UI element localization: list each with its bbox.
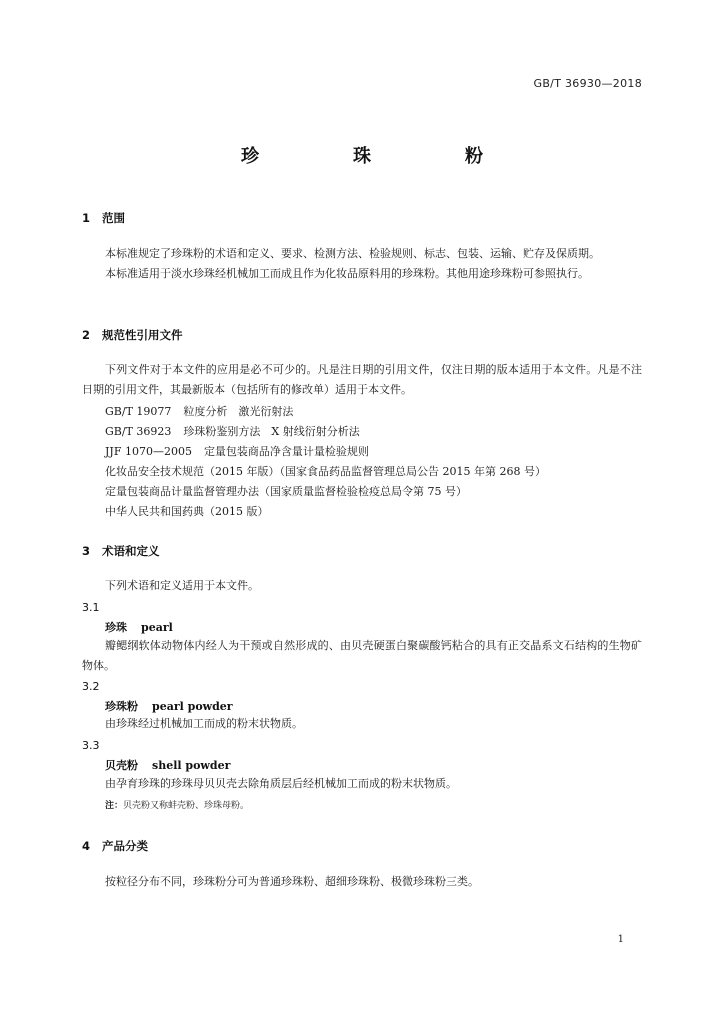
- reference-code: JJF 1070—2005: [105, 445, 192, 458]
- note-label: 注：: [105, 801, 124, 811]
- section-number: 4: [82, 839, 91, 853]
- term-name-en: pearl powder: [152, 700, 233, 713]
- reference-title: 珍珠粉鉴别方法 X 射线衍射分析法: [183, 425, 360, 438]
- section-title: 范围: [102, 211, 125, 225]
- term-name: [105, 698, 233, 714]
- reference-item: [105, 423, 360, 439]
- term-definition: 由孕育珍珠的珍珠母贝贝壳去除角质层后经机械加工而成的粉末状物质。: [105, 777, 457, 790]
- reference-title: 定量包装商品净含量计量检验规则: [203, 445, 369, 458]
- section-number: 1: [82, 211, 91, 225]
- reference-code: GB/T 36923: [105, 425, 172, 438]
- term-name-en: pearl: [141, 621, 173, 634]
- section-1-paragraph-1: 本标准规定了珍珠粉的术语和定义、要求、检测方法、检验规则、标志、包装、运输、贮存及保质期。: [105, 247, 600, 260]
- section-number: 3: [82, 544, 91, 558]
- reference-item: [105, 483, 467, 499]
- term-note: [105, 798, 249, 811]
- section-4-heading: [82, 838, 148, 854]
- section-3-heading: [82, 543, 160, 559]
- section-1-heading: [82, 210, 125, 226]
- term-name-zh: 珍珠粉: [105, 700, 138, 713]
- reference-code: GB/T 19077: [105, 405, 172, 418]
- page-number: 1: [617, 934, 624, 945]
- section-3-intro: 下列术语和定义适用于本文件。: [105, 579, 259, 592]
- section-title: 规范性引用文件: [102, 328, 183, 342]
- term-number: 3.1: [82, 601, 100, 614]
- note-text: 贝壳粉又称蚌壳粉、珍珠母粉。: [123, 801, 250, 811]
- term-name: [105, 619, 173, 635]
- reference-title: 粒度分析 激光衍射法: [183, 405, 294, 418]
- document-title: 珍 珠 粉: [241, 146, 521, 167]
- reference-title: 中华人民共和国药典（2015 版）: [105, 505, 269, 518]
- section-2-intro: 下列文件对于本文件的应用是必不可少的。凡是注日期的引用文件，仅注日期的版本适用于本文件。凡是不注日期的引用文件，其最新版本（包括所有的修改单）适用于本文件。: [82, 363, 642, 396]
- section-number: 2: [82, 328, 91, 342]
- term-definition: 由珍珠经过机械加工而成的粉末状物质。: [105, 717, 303, 730]
- standard-code: GB/T 36930—2018: [533, 77, 642, 90]
- section-title: 术语和定义: [102, 544, 160, 558]
- section-4-paragraph-1: 按粒径分布不同，珍珠粉分可为普通珍珠粉、超细珍珠粉、极微珍珠粉三类。: [105, 875, 479, 888]
- section-1-paragraph-2: 本标准适用于淡水珍珠经机械加工而成且作为化妆品原料用的珍珠粉。其他用途珍珠粉可参照执行。: [105, 267, 589, 280]
- reference-item: [105, 443, 369, 459]
- term-name-en: shell powder: [152, 759, 231, 772]
- term-number: 3.2: [82, 680, 100, 693]
- term-definition: 瓣鳃纲软体动物体内经人为干预或自然形成的、由贝壳硬蛋白聚碳酸钙粘合的具有正交晶系文石结构的生物矿物体。: [82, 639, 642, 672]
- reference-title: 定量包装商品计量监督管理办法（国家质量监督检验检疫总局令第 75 号）: [105, 485, 467, 498]
- term-name: [105, 757, 230, 773]
- term-name-zh: 珍珠: [105, 621, 127, 634]
- term-number: 3.3: [82, 739, 100, 752]
- reference-item: [105, 503, 269, 519]
- section-2-heading: [82, 327, 183, 343]
- reference-item: [105, 463, 546, 479]
- section-title: 产品分类: [102, 839, 148, 853]
- reference-title: 化妆品安全技术规范（2015 年版）（国家食品药品监督管理总局公告 2015 年第 268 号）: [105, 465, 546, 478]
- term-name-zh: 贝壳粉: [105, 759, 138, 772]
- reference-item: [105, 403, 293, 419]
